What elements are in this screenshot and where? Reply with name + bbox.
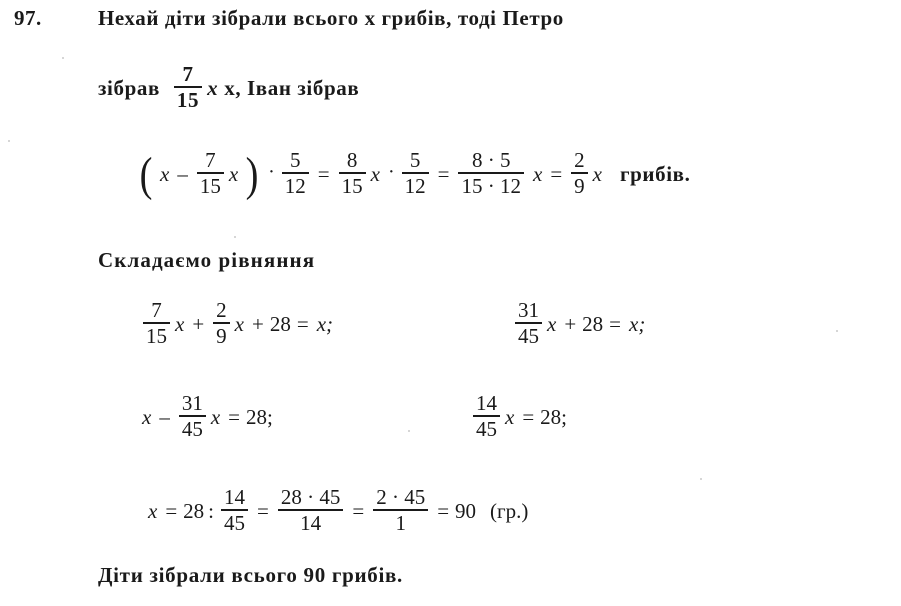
equation-row-2-left [140, 393, 273, 441]
equation-row-1-left [140, 300, 335, 348]
eq3-equals-4: = [437, 498, 450, 523]
expr-dot-1: · [268, 160, 275, 183]
paper-speck [836, 330, 838, 332]
eq1r-plus: + [564, 311, 577, 336]
fraction-denominator: 45 [476, 417, 497, 442]
fraction-denominator: 9 [574, 174, 585, 199]
fraction-denominator: 15 [199, 174, 221, 199]
problem-number: 97. [14, 6, 42, 30]
eq3-equals-3: = [352, 498, 365, 523]
expr-equals-1: = [317, 161, 330, 186]
fraction-2-9 [571, 149, 588, 197]
eq1l-constant: 28 [269, 311, 291, 336]
eq1l-x3: x; [316, 311, 334, 336]
expr-tail-label: грибів. [619, 161, 691, 186]
fraction-denominator: 15 [146, 324, 167, 349]
eq2l-constant: 28; [246, 404, 273, 429]
eq3-unit: (гр.) [490, 498, 529, 523]
eq2l-x2: x [210, 404, 221, 429]
eq3-colon: : [208, 498, 215, 523]
eq3-result: 90 [455, 498, 477, 523]
expr-x2: x [228, 161, 239, 186]
equation-row-1-right [512, 300, 647, 348]
fraction-denominator: 15 [176, 88, 200, 113]
main-expression: ( x – $\frac{7}{15}$ x ) · $\frac{5}{12}$ = $\frac{8}{15}$ x · $\frac{5}{12}$ = $\frac{8 \cdot 5}{15 \cdot 12}$ x = $\frac{2}{9}$ x грибів. [139, 148, 691, 202]
fraction-28x45-over-14 [278, 486, 344, 534]
eq1r-constant: 28 [582, 311, 604, 336]
fraction-denominator: 45 [181, 417, 203, 442]
eq2r-equals: = [522, 404, 535, 429]
fraction-7-15-eq [143, 299, 170, 347]
expr-x5: x [592, 161, 602, 186]
fraction-numerator: 8 · 5 [471, 148, 511, 172]
fraction-14-45 [473, 392, 500, 440]
fraction-numerator: 14 [224, 485, 246, 509]
expr-equals-2: = [437, 161, 450, 186]
fraction-denominator: 15 · 12 [461, 174, 521, 199]
eq2l-minus: – [159, 404, 170, 429]
fraction-5-12-expr [282, 149, 309, 197]
fraction-numerator: 5 [409, 148, 421, 172]
eq1l-x2: x [234, 311, 244, 336]
intro-line-2 [98, 64, 359, 112]
fraction-numerator: 2 · 45 [376, 485, 426, 509]
fraction-numerator: 2 [216, 298, 227, 322]
fraction-denominator: 12 [404, 174, 426, 199]
intro-line-2-prefix: зібрав [98, 75, 160, 100]
fraction-5-12-second [402, 149, 429, 197]
expr-dot-2: · [387, 160, 395, 183]
intro-line-1: Нехай діти зібрали всього x грибів, тоді Петро [98, 6, 564, 30]
fraction-denominator: 1 [395, 511, 406, 536]
eq2l-x1: x [142, 404, 152, 429]
expr-x4: x [532, 161, 543, 186]
eq3-equals-2: = [257, 498, 269, 523]
expr-minus: – [177, 161, 188, 186]
section-heading: Складаємо рівняння [98, 248, 316, 272]
fraction-numerator: 7 [151, 298, 162, 322]
fraction-numerator: 8 [346, 148, 358, 172]
eq1l-x1: x [175, 311, 185, 336]
eq1r-equals: = [609, 311, 622, 336]
expr-x1: x [159, 161, 170, 186]
eq3-x1: x [148, 498, 158, 523]
fraction-numerator: 2 [574, 148, 585, 172]
equation-row-2-right [470, 393, 567, 441]
fraction-numerator: 28 · 45 [280, 485, 341, 509]
fraction-denominator: 9 [216, 324, 227, 349]
paper-speck [408, 430, 410, 432]
intro-line-2-suffix: x, Іван зібрав [224, 75, 360, 100]
expr-equals-3: = [550, 161, 563, 186]
fraction-7-15 [174, 63, 202, 111]
fraction-numerator: 31 [181, 391, 203, 415]
fraction-31-45 [515, 299, 542, 347]
fraction-8-15 [339, 149, 366, 197]
eq1r-x1: x [547, 311, 557, 336]
eq3-constant: 28 [183, 498, 205, 523]
expr-x3: x [370, 161, 380, 186]
eq2l-equals: = [228, 404, 240, 429]
fraction-numerator: 7 [182, 62, 194, 86]
fraction-numerator: 7 [205, 148, 216, 172]
eq1l-plus-2: + [252, 311, 264, 336]
paper-speck [234, 236, 236, 238]
paper-speck [8, 140, 10, 142]
fraction-denominator: 12 [284, 174, 306, 199]
equation-row-3 [146, 487, 528, 535]
eq1l-plus-1: + [192, 311, 205, 336]
fraction-2x45-over-1 [373, 486, 428, 534]
fraction-31-45-eq [179, 392, 206, 440]
fraction-14-45-div [221, 486, 248, 534]
eq1r-x2: x; [629, 311, 646, 336]
variable-x: x [207, 75, 219, 100]
fraction-denominator: 45 [518, 324, 539, 349]
paper-speck [62, 57, 64, 59]
fraction-denominator: 15 [341, 174, 363, 199]
fraction-numerator: 14 [476, 391, 497, 415]
fraction-denominator: 14 [300, 511, 322, 536]
fraction-8x5-over-15x12 [458, 149, 524, 197]
fraction-numerator: 5 [290, 148, 301, 172]
fraction-denominator: 45 [224, 511, 246, 536]
fraction-7-15-expr [197, 149, 224, 197]
eq2r-constant: 28; [540, 404, 568, 429]
fraction-numerator: 31 [518, 298, 539, 322]
paper-speck [700, 478, 702, 480]
fraction-2-9-eq [213, 299, 230, 347]
eq2r-x1: x [505, 404, 515, 429]
eq1l-equals: = [296, 311, 309, 336]
answer-sentence: Діти зібрали всього 90 грибів. [98, 563, 403, 587]
eq3-equals-1: = [165, 498, 178, 523]
